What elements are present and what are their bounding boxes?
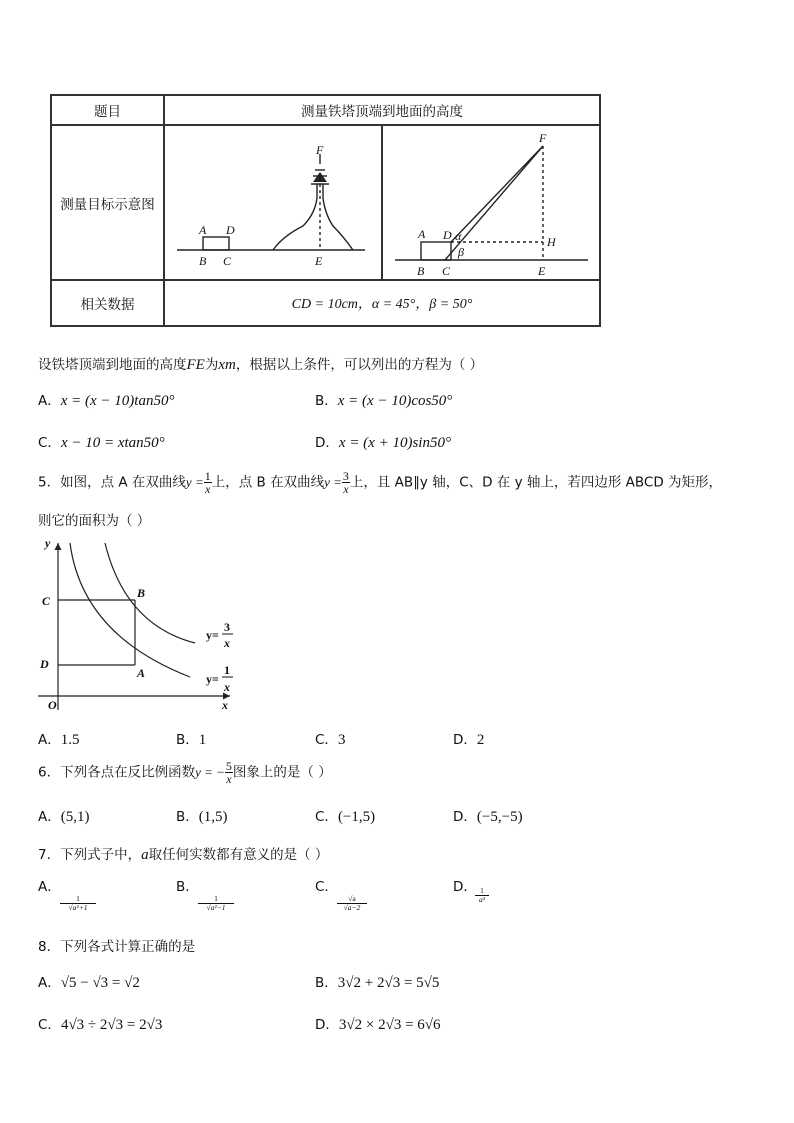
label-D: D [226,223,235,237]
frac-den: √a²−1 [206,903,226,912]
option-label: A． [38,975,61,991]
frac-num: 1 [204,469,211,483]
option-frac [337,895,367,912]
option-label: B． [176,732,199,748]
label-B: B [199,254,207,268]
label-E: E [538,264,546,278]
q5-option-c[interactable] [315,728,345,749]
option-label: B． [315,393,338,409]
label-A: A [137,666,146,680]
q7-option-b[interactable] [176,875,226,912]
option-expr: 4√3 ÷ 2√3 = 2√3 [60,1017,163,1033]
q7-option-d[interactable] [453,875,485,904]
tower-diagram-2 [383,126,599,279]
option-value: 1.5 [60,732,80,748]
option-label: B． [176,809,199,825]
frac-num: 3 [342,469,349,483]
option-expr: x = (x − 10)tan50° [60,393,175,409]
label-O: O [48,698,57,712]
q5-frac2-pre: y = [324,474,342,490]
option-value: (5,1) [60,809,90,825]
label-C: C [223,254,232,268]
q6-stem-b: 图象上的是（ ） [232,764,332,781]
option-label: B． [315,975,338,991]
tower-top [313,172,327,182]
q5-stem [38,470,722,495]
option-value: 2 [476,732,485,748]
q5-option-d[interactable] [453,728,484,749]
label-F: F [316,143,324,157]
q6-option-c[interactable] [315,805,375,826]
diagram-cell-1 [164,125,382,280]
q4-var-fe: FE [186,357,205,373]
q6-frac-pre: y = − [195,764,225,780]
q6-option-d[interactable] [453,805,523,826]
q5-option-b[interactable] [176,728,206,749]
q5-stem-b: 上，点 B 在双曲线 [211,474,325,491]
option-frac [198,895,234,912]
curve3-label: y= [206,628,219,642]
q5-stem-line2: 则它的面积为（ ） [38,513,151,529]
q5-option-a[interactable] [38,728,80,749]
q7-option-c[interactable] [315,875,361,912]
q8-option-d[interactable] [315,1013,441,1034]
label-H: H [547,235,556,249]
q5-stem-c: 上，且 AB∥y 轴，C、D 在 y 轴上，若四边形 ABCD 为矩形， [349,474,723,491]
tower-diagram-1 [165,126,381,279]
q5-frac1-pre: y = [185,474,204,490]
q8-option-b[interactable] [315,971,439,992]
option-label: C． [315,879,338,895]
q6-option-a[interactable] [38,805,90,826]
label-beta: β [458,245,464,259]
frac-den: √a²+1 [68,903,88,912]
option-label: C． [38,1017,61,1033]
label-C: C [42,594,51,608]
q6-option-b[interactable] [176,805,228,826]
label-A: A [418,227,426,241]
option-label: A． [38,393,61,409]
tower-right-curve [323,198,353,250]
option-value: 3 [337,732,346,748]
q5-frac2 [342,470,350,495]
q8-option-a[interactable] [38,971,140,992]
option-label: D． [315,1017,339,1033]
frac-num: 5 [225,759,232,773]
q6-stem [38,760,332,785]
option-value: (−5,−5) [476,809,523,825]
label-y: y [45,536,51,550]
frac-den: x [226,772,232,786]
option-label: C． [315,809,338,825]
frac-num: 1 [60,895,96,904]
option-expr: x = (x + 10)sin50° [338,435,451,451]
table-header-right: 测量铁塔顶端到地面的高度 [164,95,600,125]
label-alpha: α [455,229,462,243]
option-label: A． [38,732,61,748]
option-label: C． [38,435,61,451]
curve1-label: y= [206,672,219,686]
label-B: B [417,264,425,278]
curve-y-3-over-x [105,543,195,643]
q4-option-b[interactable] [315,389,452,410]
q8-option-c[interactable] [38,1013,162,1034]
data-row-value: CD = 10cm，α = 45°，β = 50° [164,280,600,326]
q5-frac1 [204,470,212,495]
option-frac [475,887,489,904]
label-x: x [222,698,228,712]
q4-stem-pre: 设铁塔顶端到地面的高度 [38,357,187,373]
option-expr: 3√2 + 2√3 = 5√5 [337,975,440,991]
option-label: C． [315,732,338,748]
q6-stem-a: 6．下列各点在反比例函数 [38,764,196,781]
option-label: A． [38,879,61,895]
label-D: D [443,228,452,242]
frac-num: 1 [198,895,234,904]
q6-frac [225,760,233,785]
instrument-rect [203,237,229,250]
option-label: D． [315,435,339,451]
q4-option-d[interactable] [315,431,451,452]
frac-den: x [205,482,211,496]
curve1-den: x [224,680,230,694]
q4-stem-mid: 为 [204,357,219,373]
q7-var-a: a [141,847,149,863]
q4-option-c[interactable] [38,431,165,452]
frac-den: a² [479,895,485,904]
q7-option-a[interactable] [38,875,88,912]
data-row-label: 相关数据 [51,280,164,326]
curve1-num: 1 [224,663,230,677]
q4-option-a[interactable] [38,389,174,410]
option-expr: 3√2 × 2√3 = 6√6 [338,1017,441,1033]
option-label: A． [38,809,61,825]
table-header-left: 题目 [51,95,164,125]
label-D: D [40,657,49,671]
q4-stem-post: ，根据以上条件，可以列出的方程为（ ） [235,357,484,373]
q8-stem: 8．下列各式计算正确的是 [38,939,196,955]
curve-y-1-over-x [70,543,190,677]
frac-num: 1 [475,887,489,896]
option-frac [60,895,96,912]
label-F: F [539,131,547,145]
curve3-den: x [224,636,230,650]
option-value: (−1,5) [337,809,376,825]
q7-stem [38,843,328,864]
label-E: E [315,254,323,268]
measurement-table [50,94,601,327]
diagram-cell-2 [382,125,600,280]
q4-var-xm: xm [218,357,236,373]
q5-hyperbola-graph [30,535,250,715]
frac-num: √a [337,895,367,904]
q7-stem-b: 取任何实数都有意义的是（ ） [148,847,329,863]
option-expr: x − 10 = xtan50° [60,435,165,451]
option-value: (1,5) [198,809,228,825]
option-label: D． [453,732,477,748]
label-A: A [199,223,207,237]
option-label: B． [176,879,199,895]
option-value: 1 [198,732,207,748]
curve3-num: 3 [224,620,230,634]
tower-left-curve [273,198,317,250]
option-expr: √5 − √3 = √2 [60,975,140,991]
option-expr: x = (x − 10)cos50° [337,393,453,409]
option-label: D． [453,809,477,825]
label-C: C [442,264,451,278]
q4-stem [38,353,483,374]
frac-den: x [343,482,349,496]
q7-stem-a: 7．下列式子中， [38,847,142,863]
q5-stem-a: 5．如图，点 A 在双曲线 [38,474,186,491]
label-B: B [137,586,146,600]
option-label: D． [453,879,477,895]
sight-line-alpha [451,146,543,242]
frac-den: √a−2 [343,903,361,912]
diagram-row-label: 测量目标示意图 [51,125,164,280]
